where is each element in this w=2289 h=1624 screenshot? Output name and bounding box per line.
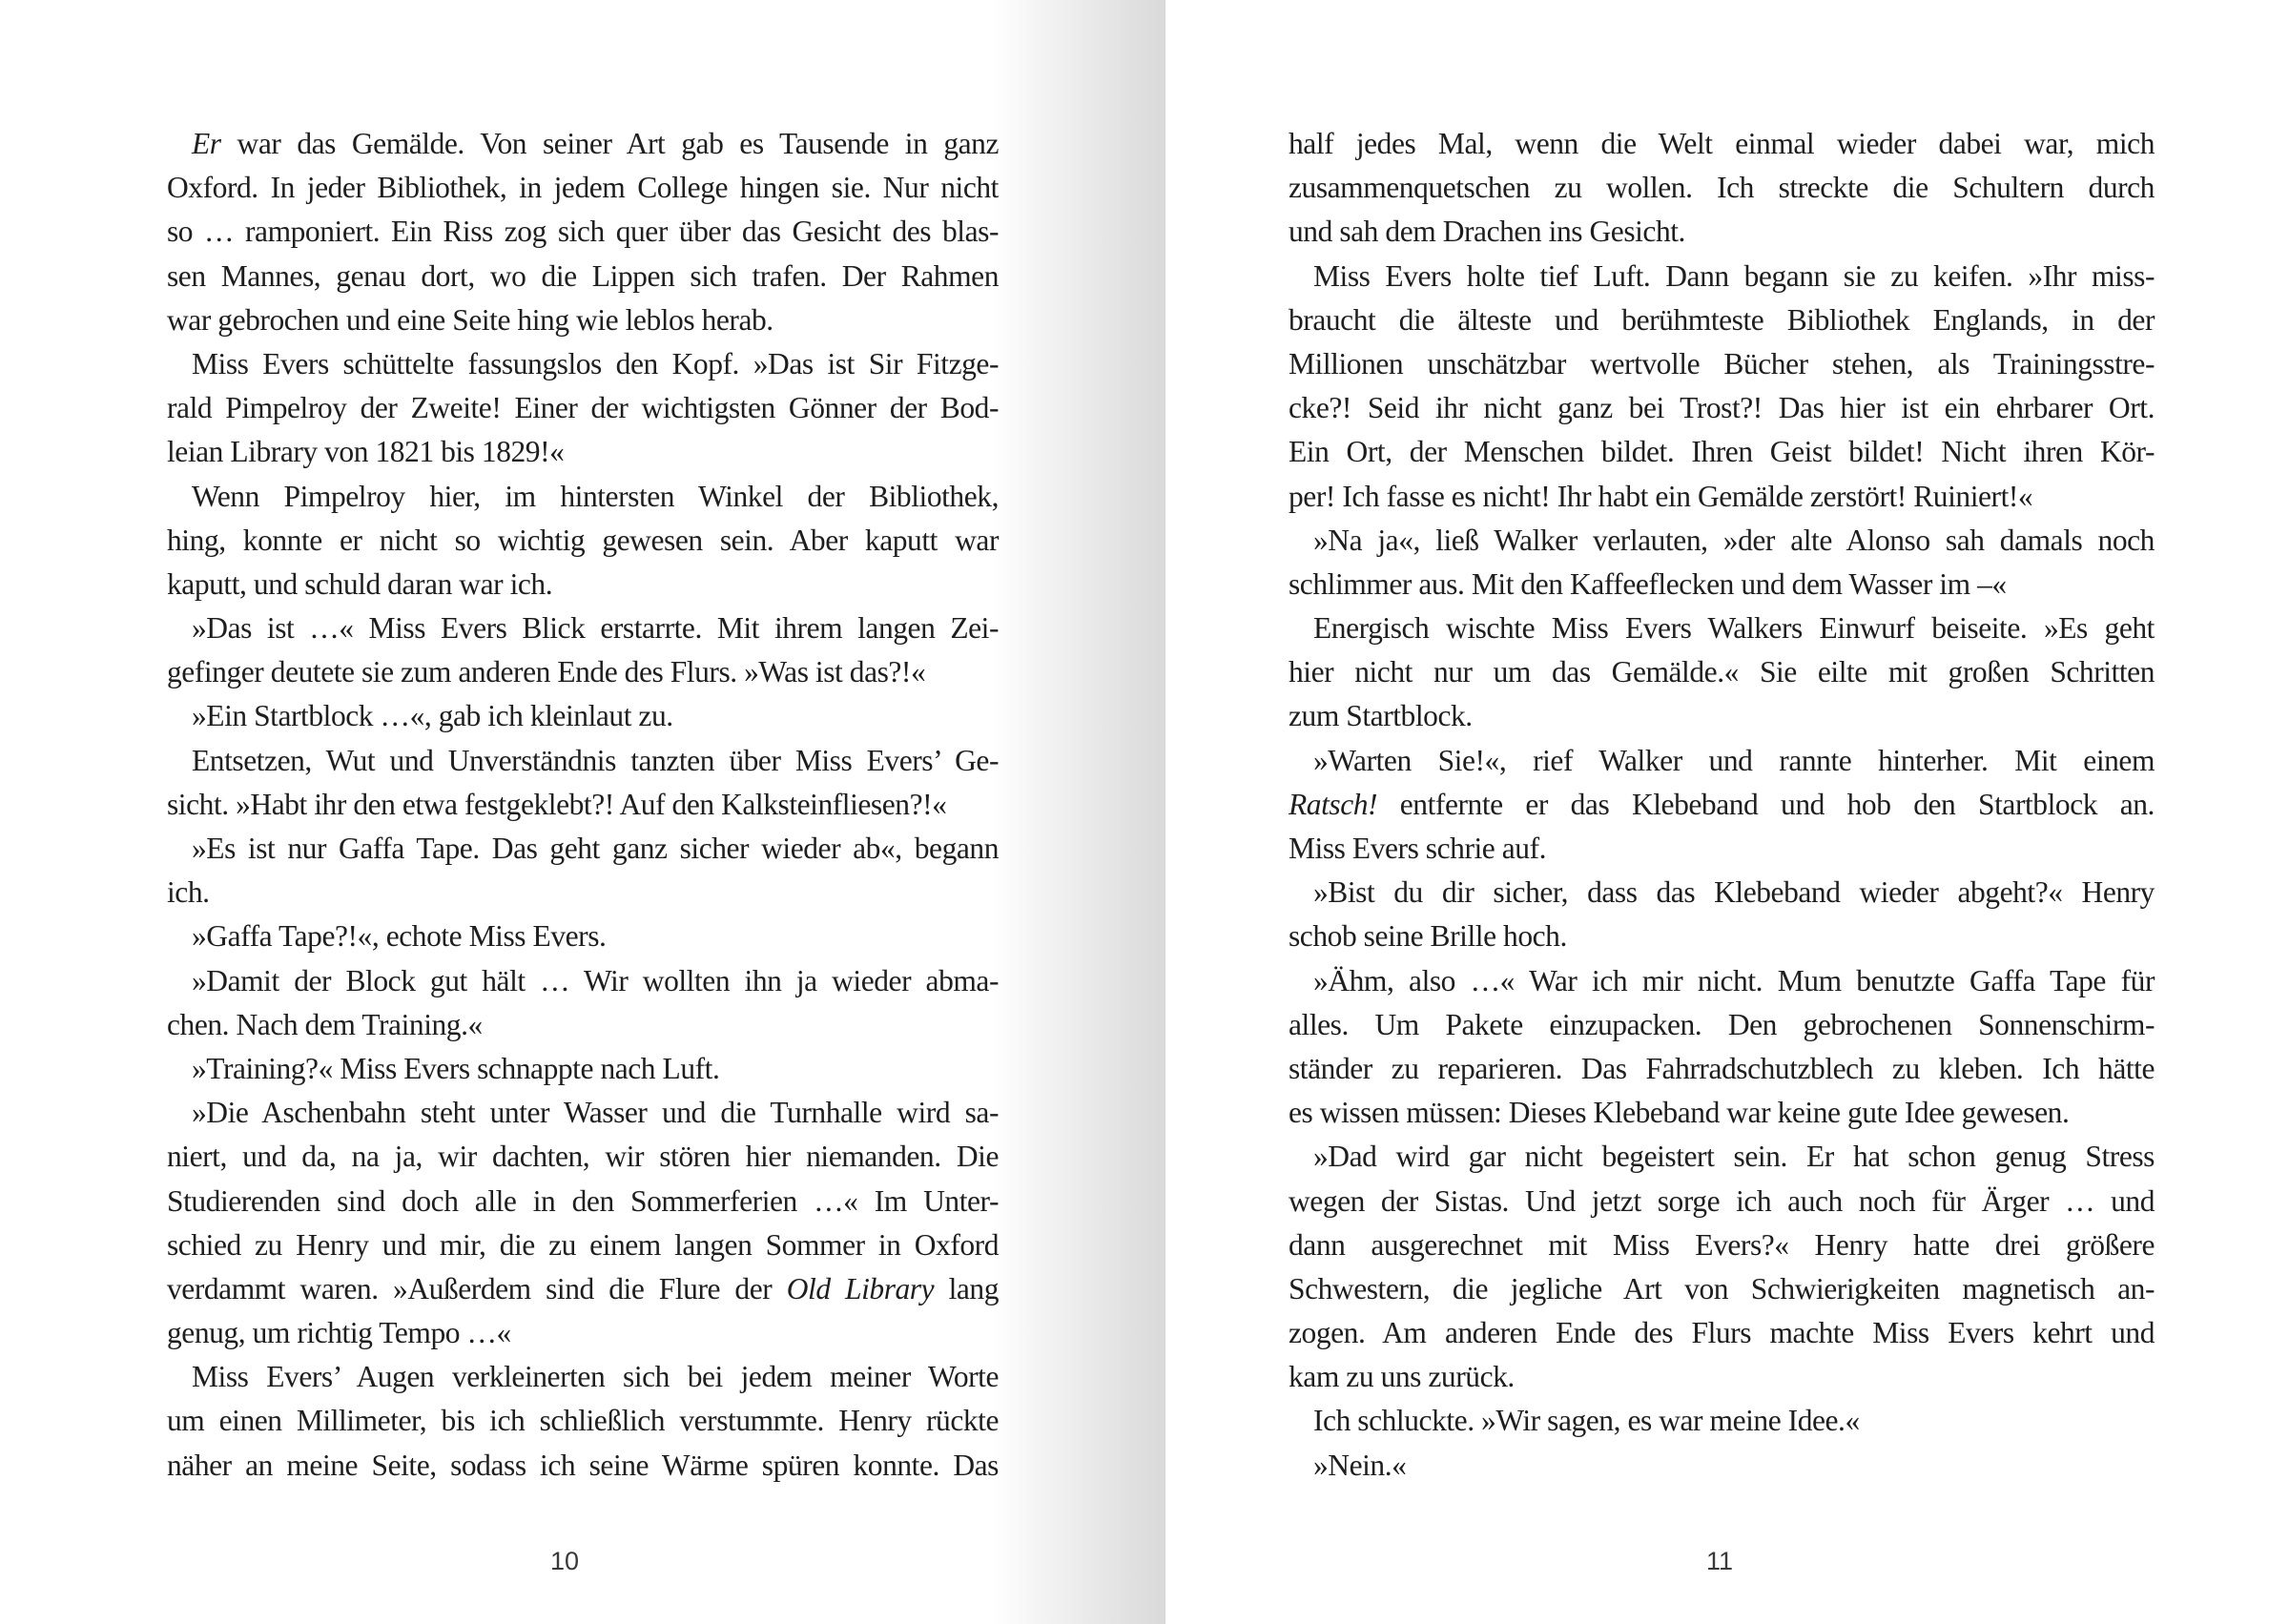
- text-line: Ich schluckte. »Wir sagen, es war meine Idee.«: [1313, 1404, 1860, 1438]
- text-line: Miss Evers schüttelte fassungslos den Kopf. »Das ist Sir Fitzge-: [192, 346, 999, 380]
- text-line: [167, 122, 999, 166]
- italic-text: Ratsch!: [1289, 787, 1378, 821]
- text-line: kaputt, und schuld daran war ich.: [167, 566, 553, 601]
- page-number: 10: [549, 1547, 580, 1575]
- text-line: zogen. Am anderen Ende des Flurs machte Miss Evers kehrt und: [1289, 1316, 2155, 1350]
- text-line: braucht die älteste und berühmteste Bibliothek Englands, in der: [1289, 302, 2155, 337]
- text-line: Entsetzen, Wut und Unverständnis tanzten über Miss Evers’ Ge-: [192, 743, 999, 777]
- text-line: so … ramponiert. Ein Riss zog sich quer über das Gesicht des blas-: [167, 215, 999, 249]
- page-body: [1289, 122, 2155, 1488]
- text-line: wegen der Sistas. Und jetzt sorge ich auch noch für Ärger … und: [1289, 1183, 2155, 1218]
- text-segment: entfernte er das Klebeband und hob den Startblock an.: [1377, 787, 2155, 821]
- text-line: näher an meine Seite, sodass ich seine Wärme spüren konnte. Das: [167, 1448, 999, 1482]
- text-line: um einen Millimeter, bis ich schließlich verstummte. Henry rückte: [167, 1404, 999, 1438]
- text-line: niert, und da, na ja, wir dachten, wir stören hier niemanden. Die: [167, 1140, 999, 1174]
- text-line: gefinger deutete sie zum anderen Ende des Flurs. »Was ist das?!«: [167, 655, 926, 689]
- text-line: schied zu Henry und mir, die zu einem langen Sommer in Oxford: [167, 1227, 999, 1262]
- text-line: »Ähm, also …« War ich mir nicht. Mum benutzte Gaffa Tape für: [1313, 963, 2155, 997]
- text-line: hing, konnte er nicht so wichtig gewesen sein. Aber kaputt war: [167, 523, 999, 557]
- text-line: kam zu uns zurück.: [1289, 1360, 1515, 1394]
- text-line: alles. Um Pakete einzupacken. Den gebrochenen Sonnenschirm-: [1289, 1007, 2155, 1041]
- italic-text: Er: [192, 127, 221, 160]
- text-line: chen. Nach dem Training.«: [167, 1007, 483, 1041]
- text-line: [1289, 783, 2155, 827]
- text-line: sen Mannes, genau dort, wo die Lippen sich trafen. Der Rahmen: [167, 258, 999, 293]
- text-line: Millionen unschätzbar wertvolle Bücher stehen, als Trainingsstre-: [1289, 346, 2155, 380]
- text-line: schlimmer aus. Mit den Kaffeeflecken und dem Wasser im –«: [1289, 566, 2007, 601]
- text-line: »Gaffa Tape?!«, echote Miss Evers.: [192, 919, 607, 954]
- text-segment: verdammt waren. »Außerdem sind die Flure der: [167, 1271, 787, 1305]
- text-line: cke?! Seid ihr nicht ganz bei Trost?! Das hier ist ein ehrbarer Ort.: [1289, 391, 2155, 425]
- text-line: Studierenden sind doch alle in den Sommerferien …« Im Unter-: [167, 1183, 999, 1218]
- text-line: es wissen müssen: Dieses Klebeband war keine gute Idee gewesen.: [1289, 1096, 2070, 1130]
- text-line: Energisch wischte Miss Evers Walkers Einwurf beiseite. »Es geht: [1313, 611, 2155, 646]
- text-line: »Es ist nur Gaffa Tape. Das geht ganz sicher wieder ab«, begann: [192, 832, 999, 865]
- text-segment: lang: [934, 1271, 999, 1305]
- text-line: »Training?« Miss Evers schnappte nach Luft.: [192, 1051, 720, 1085]
- text-line: rald Pimpelroy der Zweite! Einer der wichtigsten Gönner der Bod-: [167, 391, 999, 425]
- text-line: »Ein Startblock …«, gab ich kleinlaut zu.: [192, 699, 673, 733]
- text-line: genug, um richtig Tempo …«: [167, 1316, 511, 1350]
- text-line: »Die Aschenbahn steht unter Wasser und die Turnhalle wird sa-: [192, 1096, 999, 1130]
- text-line: Miss Evers holte tief Luft. Dann begann sie zu keifen. »Ihr miss-: [1313, 258, 2155, 293]
- text-line: per! Ich fasse es nicht! Ihr habt ein Gemälde zerstört! Ruiniert!«: [1289, 479, 2033, 513]
- text-line: ständer zu reparieren. Das Fahrradschutzblech zu kleben. Ich hätte: [1289, 1051, 2155, 1085]
- text-line: Wenn Pimpelroy hier, im hintersten Winkel der Bibliothek,: [192, 479, 999, 513]
- text-line: »Warten Sie!«, rief Walker und rannte hinterher. Mit einem: [1313, 743, 2155, 777]
- text-line: Oxford. In jeder Bibliothek, in jedem College hingen sie. Nur nicht: [167, 171, 999, 205]
- text-line: hier nicht nur um das Gemälde.« Sie eilte mit großen Schritten: [1289, 655, 2155, 689]
- text-line: »Bist du dir sicher, dass das Klebeband wieder abgeht?« Henry: [1313, 875, 2155, 910]
- text-line: sicht. »Habt ihr den etwa festgeklebt?! Auf den Kalksteinfliesen?!«: [167, 787, 947, 821]
- text-line: [167, 1267, 999, 1311]
- text-line: und sah dem Drachen ins Gesicht.: [1289, 215, 1685, 249]
- text-line: Miss Evers’ Augen verkleinerten sich bei jedem meiner Worte: [192, 1360, 999, 1394]
- right-page: [1165, 0, 2289, 1624]
- text-line: war gebrochen und eine Seite hing wie leblos herab.: [167, 302, 773, 337]
- text-line: dann ausgerechnet mit Miss Evers?« Henry hatte drei größere: [1289, 1227, 2155, 1262]
- text-line: Ein Ort, der Menschen bildet. Ihren Geist bildet! Nicht ihren Kör-: [1289, 435, 2155, 469]
- page-number: 11: [1705, 1547, 1734, 1575]
- text-line: »Dad wird gar nicht begeistert sein. Er hat schon genug Stress: [1313, 1140, 2155, 1174]
- text-line: »Nein.«: [1313, 1448, 1407, 1482]
- text-line: schob seine Brille hoch.: [1289, 919, 1567, 954]
- text-line: Miss Evers schrie auf.: [1289, 832, 1547, 865]
- text-line: Schwestern, die jegliche Art von Schwierigkeiten magnetisch an-: [1289, 1271, 2155, 1305]
- page-body: [167, 122, 999, 1488]
- text-line: ich.: [167, 875, 210, 910]
- text-line: »Na ja«, ließ Walker verlauten, »der alte Alonso sah damals noch: [1313, 523, 2155, 557]
- text-line: »Damit der Block gut hält … Wir wollten ihn ja wieder abma-: [192, 963, 999, 997]
- text-line: zum Startblock.: [1289, 699, 1473, 733]
- text-line: »Das ist …« Miss Evers Blick erstarrte. Mit ihrem langen Zei-: [192, 611, 999, 646]
- text-line: zusammenquetschen zu wollen. Ich streckte die Schultern durch: [1289, 171, 2155, 205]
- text-line: leian Library von 1821 bis 1829!«: [167, 435, 565, 469]
- text-segment: war das Gemälde. Von seiner Art gab es Tausende in ganz: [220, 127, 999, 160]
- italic-text: Old Library: [786, 1271, 935, 1305]
- text-line: half jedes Mal, wenn die Welt einmal wieder dabei war, mich: [1289, 127, 2155, 160]
